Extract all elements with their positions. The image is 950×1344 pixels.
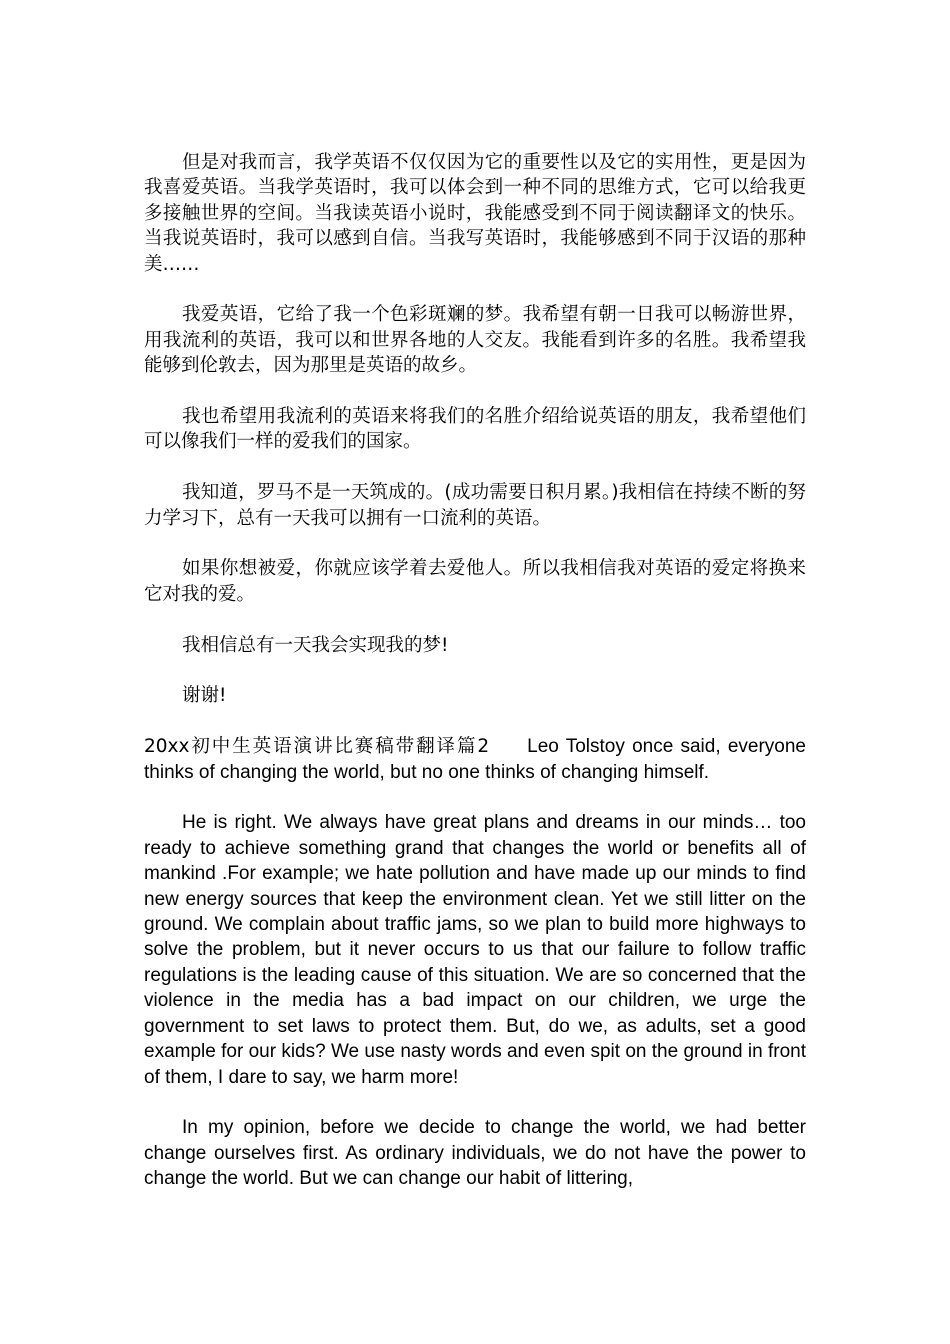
paragraph-love-english: 如果你想被爱，你就应该学着去爱他人。所以我相信我对英语的爱定将换来它对我的爱。 — [144, 558, 806, 605]
paragraph-believe-dream: 我相信总有一天我会实现我的梦! — [182, 634, 449, 656]
section-2-heading: 20xx初中生英语演讲比赛稿带翻译篇2 — [144, 736, 490, 758]
tolstoy-quote: Leo Tolstoy once said, everyone thinks of changing the world, but no one thinks of changing himself. — [144, 736, 806, 783]
paragraph-my-opinion: In my opinion, before we decide to change the world, we had better change ourselves first. As ordinary individuals, we do not have the power to change the world. But we can change our habit of littering, — [144, 1117, 806, 1190]
paragraph-colorful-dream: 我爱英语，它给了我一个色彩斑斓的梦。我希望有朝一日我可以畅游世界，用我流利的英语，我可以和世界各地的人交友。我能看到许多的名胜。我希望我能够到伦敦去，因为那里是英语的故乡。 — [144, 304, 806, 377]
section-2-heading-line — [144, 734, 806, 785]
paragraph-he-is-right: He is right. We always have great plans and dreams in our minds… too ready to achieve something grand that changes the world or benefits all of mankind .For example; we hate pollution and have made up our minds to find new energy sources that keep the environment clean. Yet we still litter on the ground. We complain about traffic jams, so we plan to build more highways to solve the problem, but it never occurs to us that our failure to follow traffic regulations is the leading cause of this situation. We are so concerned that the violence in the media has a bad impact on our children, we urge the government to set laws to protect them. But, do we, as adults, set a good example for our kids? We use nasty words and even spit on the ground in front of them, I dare to say, we harm more! — [144, 812, 806, 1088]
paragraph-rome-not-built: 我知道，罗马不是一天筑成的。(成功需要日积月累。)我相信在持续不断的努力学习下，总有一天我可以拥有一口流利的英语。 — [144, 482, 806, 529]
paragraph-thanks: 谢谢! — [182, 685, 227, 707]
document-page — [144, 150, 806, 1217]
paragraph-study-reasons: 但是对我而言，我学英语不仅仅因为它的重要性以及它的实用性，更是因为我喜爱英语。当我学英语时，我可以体会到一种不同的思维方式，它可以给我更多接触世界的空间。当我读英语小说时，我能感受到不同于阅读翻译文的快乐。当我说英语时，我可以感到自信。当我写英语时，我能够感到不同于汉语的那种美…… — [144, 152, 806, 275]
paragraph-introduce-country: 我也希望用我流利的英语来将我们的名胜介绍给说英语的朋友，我希望他们可以像我们一样的爱我们的国家。 — [144, 406, 806, 453]
